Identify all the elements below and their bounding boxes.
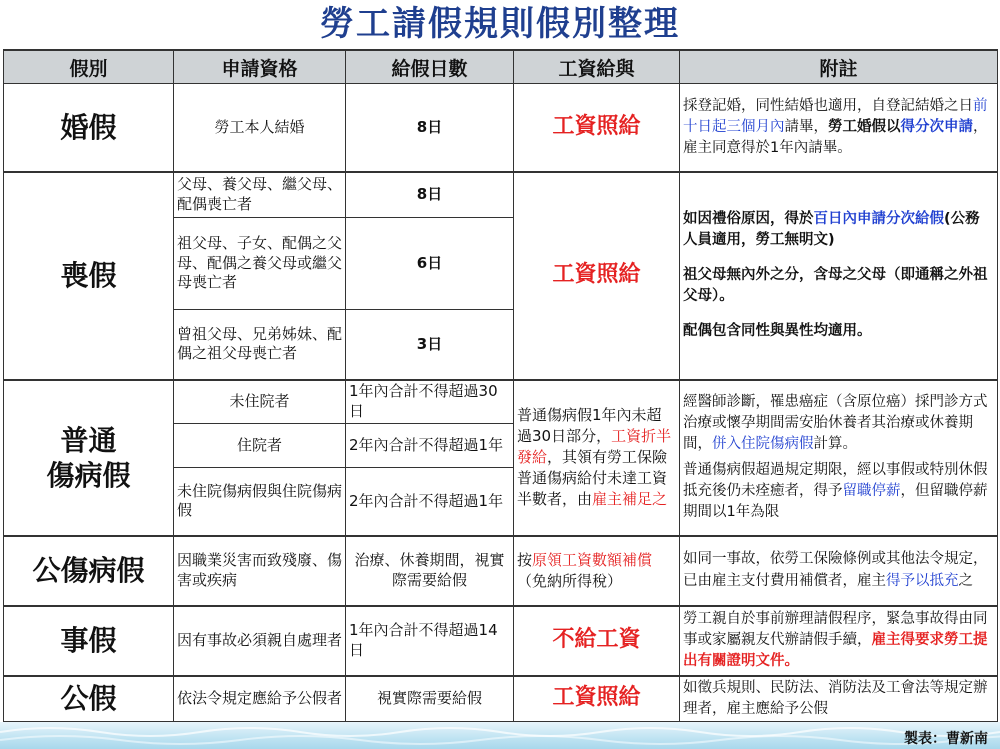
table-row [4,172,998,218]
wage: 按原領工資數額補償（免納所得稅） [514,536,680,606]
days: 2年內合計不得超過1年 [346,424,514,468]
qualification: 未住院者 [174,380,346,424]
days: 8日 [346,172,514,218]
days: 1年內合計不得超過14日 [346,606,514,676]
days: 6日 [346,218,514,310]
table-row [4,536,998,606]
header-days: 給假日數 [346,50,514,84]
qualification: 父母、養父母、繼父母、配偶喪亡者 [174,172,346,218]
wage: 工資照給 [514,84,680,172]
footer-wave [0,722,1000,749]
leave-type-funeral: 喪假 [4,172,174,380]
table-row [4,380,998,424]
leave-table [3,49,998,722]
qualification: 因有事故必須親自處理者 [174,606,346,676]
days: 3日 [346,310,514,380]
note: 勞工親自於事前辦理請假程序，緊急事故得由同事或家屬親友代辦請假手續，雇主得要求勞工提出有關證明文件。 [680,606,998,676]
header-note: 附註 [680,50,998,84]
note: 經醫師診斷，罹患癌症（含原位癌）採門診方式治療或懷孕期間需安胎休養者其治療或休養期間，併入住院傷病假計算。 普通傷病假超過規定期限，經以事假或特別休假抵充後仍未痊癒者，得予留職停薪，但留職停薪期間以1年為限 [680,380,998,536]
wage: 不給工資 [514,606,680,676]
days: 8日 [346,84,514,172]
qualification: 祖父母、子女、配偶之父母、配偶之養父母或繼父母喪亡者 [174,218,346,310]
note: 採登記婚，同性結婚也適用，自登記結婚之日前十日起三個月內請畢，勞工婚假以得分次申請，雇主同意得於1年內請畢。 [680,84,998,172]
days: 治療、休養期間，視實際需要給假 [346,536,514,606]
wage: 工資照給 [514,172,680,380]
leave-type-sick: 普通 傷病假 [4,380,174,536]
leave-type-official: 公假 [4,676,174,722]
header-wage: 工資給與 [514,50,680,84]
credit-text: 製表：曹新南 [904,731,988,747]
days: 2年內合計不得超過1年 [346,468,514,536]
note: 如因禮俗原因，得於百日內申請分次給假(公務人員適用，勞工無明文) 祖父母無內外之分，含母之父母（即通稱之外祖父母）。 配偶包含同性與異性均適用。 [680,172,998,380]
header-row [4,50,998,84]
table-row [4,606,998,676]
page-title: 勞工請假規則假別整理 [320,4,680,44]
note: 如同一事故，依勞工保險條例或其他法令規定，已由雇主支付費用補償者，雇主得予以抵充之 [680,536,998,606]
leave-type-personal: 事假 [4,606,174,676]
wage: 普通傷病假1年內未超過30日部分，工資折半發給，其領有勞工保險普通傷病給付未達工資半數者，由雇主補足之 [514,380,680,536]
qualification: 曾祖父母、兄弟姊妹、配偶之祖父母喪亡者 [174,310,346,380]
table-row [4,676,998,722]
days: 視實際需要給假 [346,676,514,722]
table-row [4,84,998,172]
days: 1年內合計不得超過30日 [346,380,514,424]
qualification: 勞工本人結婚 [174,84,346,172]
qualification: 依法令規定應給予公假者 [174,676,346,722]
wage: 工資照給 [514,676,680,722]
qualification: 未住院傷病假與住院傷病假 [174,468,346,536]
header-qualification: 申請資格 [174,50,346,84]
qualification: 因職業災害而致殘廢、傷害或疾病 [174,536,346,606]
qualification: 住院者 [174,424,346,468]
header-type: 假別 [4,50,174,84]
leave-type-injury: 公傷病假 [4,536,174,606]
note: 如徵兵規則、民防法、消防法及工會法等規定辦理者，雇主應給予公假 [680,676,998,722]
leave-type-marriage: 婚假 [4,84,174,172]
